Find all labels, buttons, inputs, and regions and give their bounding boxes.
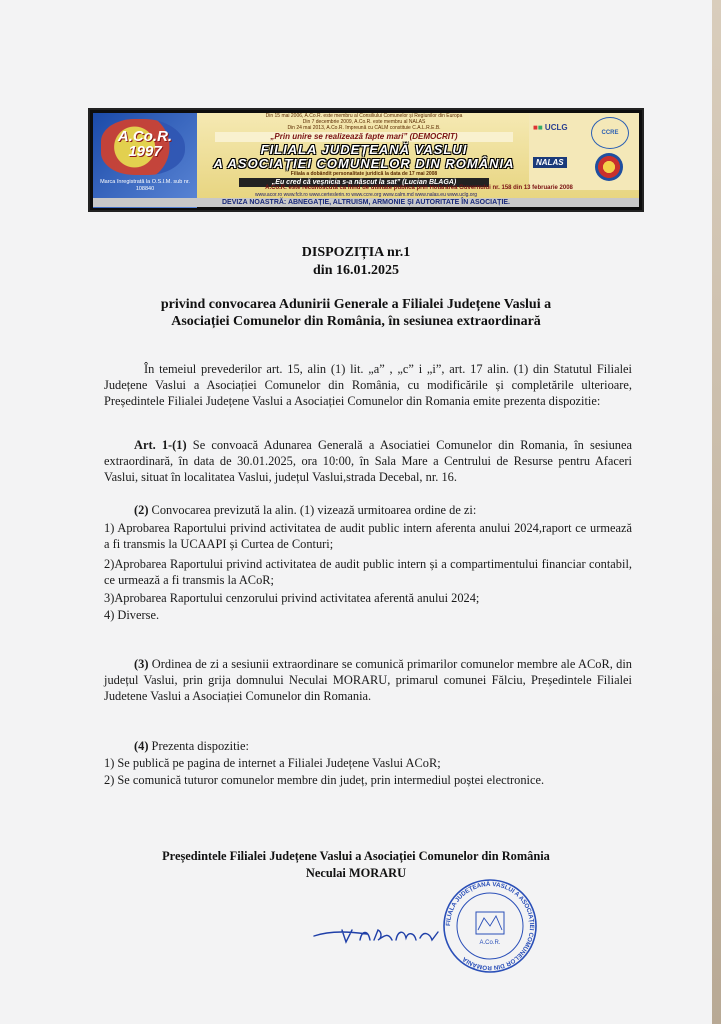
article-1-label: Art. 1-(1) [134,438,187,452]
agenda-item: 2)Aprobarea Raportului privind activitatea de audit public intern și a compartimentului financiar contabil, ce urmează a fi transmis la ACoR; [104,557,632,587]
info-line-2: Din 7 decembrie 2009, A.Co.R. este membru al NALAS [302,119,426,125]
letterhead-background [93,113,639,207]
legal-info: Filiala a dobândit personalitate juridică la data de 17 mai 2008 [290,171,438,177]
letterhead-title-1: FILIALA JUDEȚEANĂ VASLUI [260,142,468,157]
stamp-inner-text: A.Co.R. [479,940,501,946]
subject-line-1: privind convocarea Adunirii Generale a Filialei Județene Vaslui a [160,297,552,312]
agenda-item: 1) Aprobarea Raportului privind activitatea de audit public intern aferenta anului 2024,raport ce urmează a fi transmis la UCAAPI și Curtea de Conturi; [104,521,632,551]
stamp-outer-text: FILIALA JUDEȚEANĂ VASLUI A ASOCIAȚIEI COMUNELOR DIN ROMÂNIA [444,880,536,972]
signatory-name: Neculai MORARU [305,866,407,880]
agenda-item: 4) Diverse. [104,608,160,622]
uclg-logo: ■■ UCLG [533,123,568,132]
agenda-item: 3)Aprobarea Raportului cenzorului privind activitatea aferentă anului 2024; [104,591,480,605]
article-1-paragraph: Art. 1-(1) Se convoacă Adunarea Generală a Asociatiei Comunelor din Romania, în sesiunea extraordinară, în data de 30.01.2025, ora 10:00, în Sala Mare a Centrului de Resurse pentru Afaceri Vaslui, situat în localitatea Vaslui, județul Vaslui,strada Decebal, nr. 16. [104,438,632,484]
paragraph-4-label: (4) [134,739,149,753]
partner-logos [529,113,639,190]
nalas-logo: NALAS [533,157,567,168]
background-surface [712,0,721,1024]
recognition-line: A.Co.R. este recunoscută ca fiind de utilitate publică prin Hotărârea Guvernului nr. 158 din 13 februarie 2008 [265,185,573,191]
ccre-logo: CCRE [591,117,629,149]
paragraph-4: (4) Prezenta dispozitie: [134,739,249,753]
paragraph-2-label: (2) [134,503,149,517]
paragraph-3: (3) Ordinea de zi a sesiunii extraordinare se comunică primarilor comunelor membre ale ACoR, din județul Vaslui, prin grija domnului Neculai MORARU, primarul comunei Fălciu, Președintele Filialei Judetene Vaslui a Asociației Comunelor din Romania. [104,657,632,703]
motto-bottom: „Eu cred că veșnicia s-a născut la sat” (Lucian BLAGA) [239,178,489,187]
letterhead [88,108,644,212]
acor-logo: A.Co.R. 1997 [117,128,173,160]
preamble-paragraph: În temeiul prevederilor art. 15, alin (1) lit. „a” , „c” i „i”, art. 17 alin. (1) din Statutul Filialei Județene Vaslui a Asociației Comunelor din România, cu modificările și completările ulterioare, Președintele Filialei Județene Vaslui a Asociației Comunelor din Romania emite prezenta dispozitie: [104,362,632,408]
distribution-item: 2) Se comunică tuturor comunelor membre din județ, prin intermediul poștei electronice. [104,773,545,787]
document-title: DISPOZIȚIA nr.1 [301,245,411,260]
website-links: www.acor.ro www.fclr.ro www.certeslerin.ro www.ccre.org www.calm.md www.nalas.eu www.uclg.org [254,192,477,198]
paragraph-3-label: (3) [134,657,149,671]
distribution-item: 1) Se publică pe pagina de internet a Filialei Județene Vaslui ACoR; [104,756,441,770]
motto-top: „Prin unire se realizează fapte mari” (DEMOCRIT) [215,132,513,142]
stamp-emblem-icon [476,912,504,934]
official-stamp [440,876,540,976]
registered-mark: Marca înregistrată la O.S.I.M. sub nr. 108840 [100,179,190,192]
calm-seal-icon [595,153,623,181]
letterhead-title-2: A ASOCIAȚIEI COMUNELOR DIN ROMÂNIA [213,156,515,171]
signatory-title: Președintele Filialei Județene Vaslui a Asociației Comunelor din România [162,849,550,863]
info-line-3: Din 24 mai 2013, A.Co.R. împreună cu CALM constituie C.A.L.R.E.B. [287,125,441,131]
info-line-1: Din 15 mai 2006, A.Co.R. este membru al Consiliului Comunelor și Regiunilor din Europa [265,113,463,119]
deviza-bar: DEVIZA NOASTRĂ: ABNEGAȚIE, ALTRUISM, ARMONIE ȘI AUTORITATE ÎN ASOCIAȚIE. [93,198,639,207]
document-date: din 16.01.2025 [313,263,399,278]
subject-line-2: Asociației Comunelor din România, în sesiunea extraordinară [171,314,541,329]
paragraph-2: (2) Convocarea previzută la alin. (1) vizează urmitoarea ordine de zi: [134,503,477,517]
